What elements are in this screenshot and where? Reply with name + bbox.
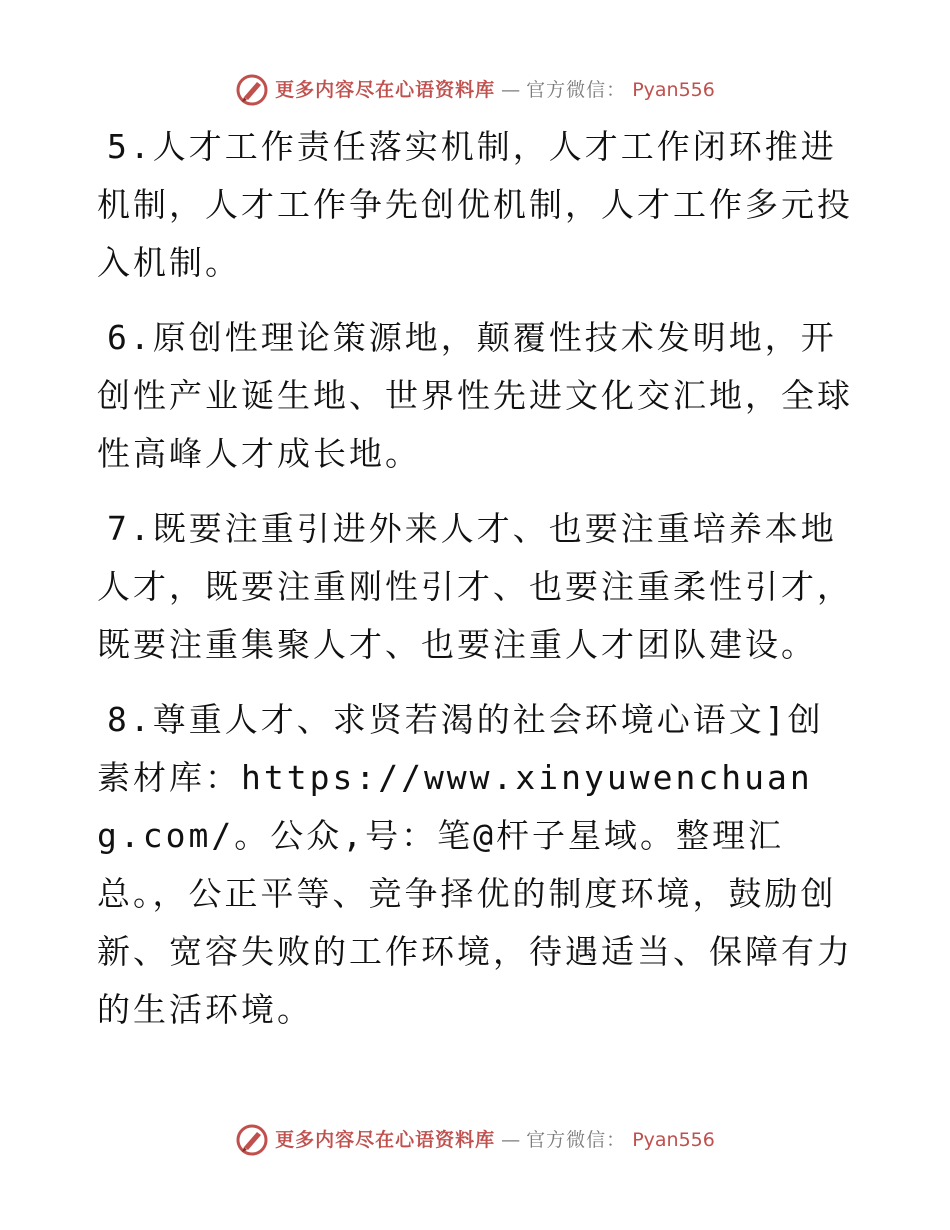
footer-dash: — [501, 1129, 521, 1151]
footer-site-name: 更多内容尽在心语资料库 [275, 1129, 496, 1151]
list-item-7: 7.既要注重引进外来人才、也要注重培养本地人才，既要注重刚性引才、也要注重柔性引才，既要注重集聚人才、也要注重人才团队建设。 [97, 509, 853, 664]
document-body [97, 118, 857, 1056]
header-wechat-label: 官方微信： [526, 79, 627, 101]
brush-pen-seal-icon [235, 1123, 269, 1157]
list-item-5: 5.人才工作责任落实机制，人才工作闭环推进机制，人才工作争先创优机制，人才工作多元投入机制。 [97, 127, 853, 282]
header-site-name: 更多内容尽在心语资料库 [275, 79, 496, 101]
header-wechat-account: Pyan556 [632, 79, 715, 101]
brush-pen-seal-icon [235, 73, 269, 107]
footer-banner [0, 1123, 950, 1157]
list-item-8: 8.尊重人才、求贤若渴的社会环境心语文]创素材库：https://www.xinyuwenchuang.com/。公众,号：笔@杆子星域。整理汇总。，公正平等、竞争择优的制度环境，鼓励创新、宽容失败的工作环境，待遇适当、保障有力的生活环境。 [97, 700, 853, 1029]
header-dash: — [501, 79, 521, 101]
header-banner [0, 73, 950, 107]
footer-wechat-account: Pyan556 [632, 1129, 715, 1151]
footer-wechat-label: 官方微信： [526, 1129, 627, 1151]
list-item-6: 6.原创性理论策源地，颠覆性技术发明地，开创性产业诞生地、世界性先进文化交汇地，全球性高峰人才成长地。 [97, 318, 853, 473]
